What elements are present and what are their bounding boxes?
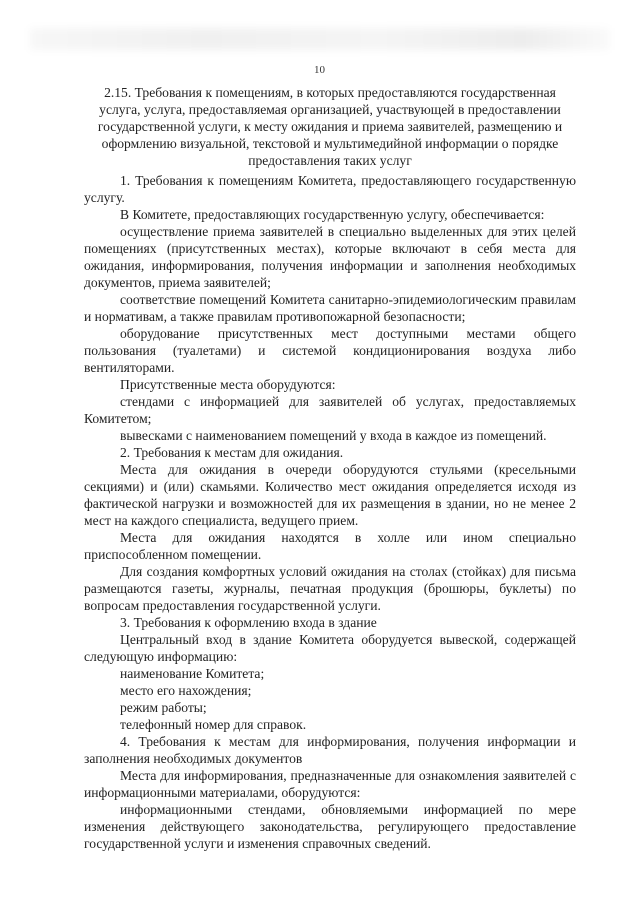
section-heading: 2.15. Требования к помещениям, в которых предоставляются государственная услуга, услуга, предоставляемая организацией, участвующей в предоставлении государственной услуги, к месту ожидания и приема заявителей, размещению и оформлению визуальной, текстовой и мультимедийной информации о порядке предоставления таких услуг: [97, 85, 563, 168]
paragraph: режим работы;: [120, 700, 207, 715]
paragraph: осуществление приема заявителей в специально выделенных для этих целей помещениях (присутственных местах), которые включают в себя места для ожидания, информирования, получения информации и заполнения необходимых документов, приема заявителей;: [84, 224, 576, 290]
paragraph: Центральный вход в здание Комитета оборудуется вывеской, содержащей следующую информацию:: [84, 632, 576, 664]
paragraph: 4. Требования к местам для информирования, получения информации и заполнения необходимых документов: [84, 734, 576, 766]
paragraph: Места для информирования, предназначенные для ознакомления заявителей с информационными материалами, оборудуются:: [84, 768, 576, 800]
paragraph: 3. Требования к оформлению входа в здание: [120, 615, 377, 630]
paragraph: вывесками с наименованием помещений у входа в каждое из помещений.: [120, 428, 547, 443]
paragraph: наименование Комитета;: [120, 666, 265, 681]
paragraph: Места для ожидания находятся в холле или ином специально приспособленном помещении.: [84, 530, 576, 562]
paragraph: Для создания комфортных условий ожидания на столах (стойках) для письма размещаются газеты, журналы, печатная продукция (брошюры, буклеты) по вопросам предоставления государственной услуги.: [84, 564, 576, 613]
paragraph: 1. Требования к помещениям Комитета, предоставляющего государственную услугу.: [84, 173, 576, 205]
paragraph: Присутственные места оборудуются:: [120, 377, 336, 392]
paragraph: Места для ожидания в очереди оборудуются стульями (кресельными секциями) и (или) скамьями. Количество мест ожидания определяется исходя из фактической нагрузки и возможностей для их размещения в здании, но не менее 2 мест на каждого специалиста, ведущего прием.: [84, 462, 576, 528]
paragraph: В Комитете, предоставляющих государственную услугу, обеспечивается:: [120, 207, 545, 222]
paragraph: соответствие помещений Комитета санитарно-эпидемиологическим правилам и нормативам, а также правилам противопожарной безопасности;: [84, 292, 576, 324]
paragraph: телефонный номер для справок.: [120, 717, 307, 732]
paragraph: информационными стендами, обновляемыми информацией по мере изменения действующего законодательства, регулирующего предоставление государственной услуги и изменения справочных сведений.: [84, 802, 576, 851]
document-body: [84, 172, 576, 852]
paragraph: 2. Требования к местам для ожидания.: [120, 445, 344, 460]
paragraph: место его нахождения;: [120, 683, 252, 698]
scan-artifact: [30, 28, 610, 50]
paragraph: оборудование присутственных мест доступными местами общего пользования (туалетами) и системой кондиционирования воздуха либо вентиляторами.: [84, 326, 576, 375]
page-number: 10: [314, 64, 325, 76]
paragraph: стендами с информацией для заявителей об услугах, предоставляемых Комитетом;: [84, 394, 576, 426]
